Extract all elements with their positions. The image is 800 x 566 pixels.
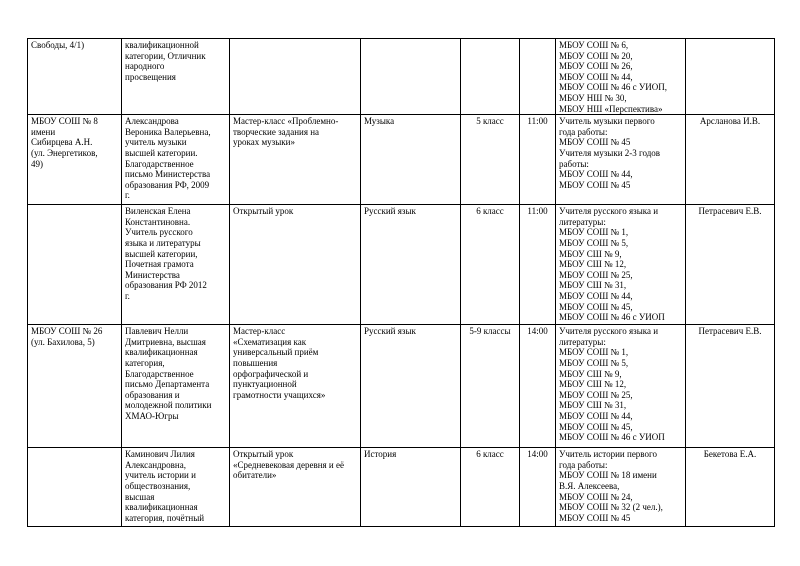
cell-line: В.Я. Алексеева, bbox=[559, 480, 620, 491]
cell-line: МБОУ СОШ № 24, bbox=[559, 491, 633, 502]
cell-line: Учитель русского bbox=[125, 227, 193, 238]
cell-line: МБОУ НШ № 30, bbox=[559, 92, 627, 103]
cell-line: повышения bbox=[233, 357, 278, 368]
cell-line: МБОУ СШ № 9, bbox=[559, 368, 622, 379]
cell-line: Дмитриевна, высшая bbox=[125, 336, 206, 347]
cell-line: Министерства bbox=[125, 269, 180, 280]
teacher-cell bbox=[122, 448, 230, 527]
cell-line: квалификационной bbox=[125, 40, 199, 50]
cell-line: образования РФ 2012 bbox=[125, 280, 207, 291]
teacher-cell bbox=[122, 39, 230, 115]
cell-line: Учитель музыки первого bbox=[559, 116, 655, 127]
cell-line: МБОУ СОШ № 20, bbox=[559, 50, 633, 61]
cell-line: Александрова bbox=[125, 116, 179, 127]
responsible-cell bbox=[686, 325, 775, 448]
cell-line: языка и литературы bbox=[125, 237, 201, 248]
audience-cell bbox=[556, 448, 686, 527]
audience-cell bbox=[556, 115, 686, 205]
cell-line: Почетная грамота bbox=[125, 259, 194, 270]
cell-text: 14:00 bbox=[527, 326, 548, 337]
cell-text: Петрасевич Е.В. bbox=[698, 206, 762, 217]
event-form-cell bbox=[230, 448, 361, 527]
cell-line: МБОУ СШ № 31, bbox=[559, 280, 627, 291]
cell-line: «Средневековая деревня и её bbox=[233, 459, 344, 470]
cell-line: образования и bbox=[125, 389, 180, 400]
cell-line: пунктуационной bbox=[233, 379, 297, 390]
subject-cell bbox=[361, 205, 461, 325]
schedule-body bbox=[28, 39, 775, 527]
cell-line: Учителя русского языка и bbox=[559, 326, 659, 337]
cell-line: МБОУ СОШ № 25, bbox=[559, 389, 633, 400]
cell-line: МБОУ СШ № 12, bbox=[559, 379, 627, 390]
responsible-cell bbox=[686, 205, 775, 325]
cell-line: Павлевич Нелли bbox=[125, 326, 189, 337]
cell-line: МБОУ НШ «Перспектива» bbox=[559, 103, 663, 114]
cell-line: высшей категории, bbox=[125, 248, 198, 259]
cell-line: МБОУ СОШ № 45 bbox=[559, 179, 631, 190]
cell-line: Открытый урок bbox=[233, 206, 294, 217]
cell-text: Арсланова И.В. bbox=[699, 116, 761, 127]
table-row bbox=[28, 448, 775, 527]
cell-line: категория, почётный bbox=[125, 512, 205, 523]
cell-line: учитель истории и bbox=[125, 470, 196, 481]
cell-line: творческие задания на bbox=[233, 126, 320, 137]
cell-line: Константиновна. bbox=[125, 216, 191, 227]
cell-line: имени bbox=[31, 126, 56, 137]
cell-text: Бекетова Е.А. bbox=[703, 449, 757, 460]
school-cell bbox=[28, 39, 122, 115]
cell-line: Виленская Елена bbox=[125, 206, 191, 217]
cell-line: МБОУ СШ № 12, bbox=[559, 259, 627, 270]
cell-text: Русский язык bbox=[364, 206, 416, 217]
cell-line: универсальный приём bbox=[233, 347, 319, 358]
audience-cell bbox=[556, 39, 686, 115]
cell-line: МБОУ СОШ № 18 имени bbox=[559, 470, 657, 481]
cell-line: литературы: bbox=[559, 336, 606, 347]
responsible-cell bbox=[686, 448, 775, 527]
cell-line: письмо Министерства bbox=[125, 169, 211, 180]
cell-line: (ул. Энергетиков, bbox=[31, 147, 98, 158]
cell-line: просвещения bbox=[125, 71, 176, 82]
table-row bbox=[28, 205, 775, 325]
cell-line: ХМАО-Югры bbox=[125, 410, 179, 421]
cell-line: квалификационная bbox=[125, 502, 198, 513]
cell-line: МБОУ СОШ № 32 (2 чел.), bbox=[559, 502, 663, 513]
cell-line: учитель музыки bbox=[125, 137, 187, 148]
grade-cell bbox=[461, 325, 520, 448]
schedule-table bbox=[27, 38, 775, 527]
cell-line: МБОУ СОШ № 45 bbox=[559, 512, 631, 523]
cell-line: Благодарственное bbox=[125, 158, 194, 169]
cell-line: МБОУ СОШ № 1, bbox=[559, 347, 629, 358]
subject-cell bbox=[361, 115, 461, 205]
cell-line: Свободы, 4/1) bbox=[31, 40, 85, 50]
cell-line: МБОУ СОШ № 44, bbox=[559, 410, 633, 421]
time-cell bbox=[520, 325, 556, 448]
cell-line: народного bbox=[125, 61, 165, 72]
table-row bbox=[28, 325, 775, 448]
table-row bbox=[28, 39, 775, 115]
event-form-cell bbox=[230, 115, 361, 205]
cell-line: МБОУ СОШ № 46 с УИОП bbox=[559, 312, 665, 323]
cell-line: Учитель истории первого bbox=[559, 449, 657, 460]
cell-line: Мастер-класс bbox=[233, 326, 286, 337]
cell-line: МБОУ СОШ № 45 bbox=[559, 137, 631, 148]
cell-line: орфографической и bbox=[233, 368, 309, 379]
time-cell bbox=[520, 39, 556, 115]
cell-text: 14:00 bbox=[527, 449, 548, 460]
cell-line: МБОУ СШ № 9, bbox=[559, 248, 622, 259]
grade-cell bbox=[461, 115, 520, 205]
cell-text: 11:00 bbox=[527, 116, 548, 127]
cell-line: грамотности учащихся» bbox=[233, 389, 326, 400]
cell-line: Благодарственное bbox=[125, 368, 194, 379]
responsible-cell bbox=[686, 39, 775, 115]
cell-text: Русский язык bbox=[364, 326, 416, 337]
cell-line: категории, Отличник bbox=[125, 50, 206, 61]
cell-line: уроках музыки» bbox=[233, 137, 295, 148]
cell-line: МБОУ СШ № 31, bbox=[559, 400, 627, 411]
subject-cell bbox=[361, 448, 461, 527]
cell-line: МБОУ СОШ № 44, bbox=[559, 71, 633, 82]
school-cell bbox=[28, 115, 122, 205]
cell-line: (ул. Бахилова, 5) bbox=[31, 336, 95, 347]
cell-line: МБОУ СОШ № 1, bbox=[559, 227, 629, 238]
cell-text: 5 класс bbox=[476, 116, 504, 127]
cell-line: МБОУ СОШ № 26, bbox=[559, 61, 633, 72]
cell-line: МБОУ СОШ № 5, bbox=[559, 357, 629, 368]
time-cell bbox=[520, 115, 556, 205]
cell-line: Учителя музыки 2-3 годов bbox=[559, 147, 661, 158]
cell-line: Открытый урок bbox=[233, 449, 294, 460]
cell-line: молодежной политики bbox=[125, 400, 212, 411]
cell-line: обитатели» bbox=[233, 470, 277, 481]
audience-cell bbox=[556, 205, 686, 325]
cell-line: письмо Департамента bbox=[125, 379, 210, 390]
cell-line: МБОУ СОШ № 45, bbox=[559, 301, 633, 312]
cell-line: категория, bbox=[125, 357, 165, 368]
school-cell bbox=[28, 205, 122, 325]
cell-line: МБОУ СОШ № 26 bbox=[31, 326, 103, 337]
cell-line: Каминович Лилия bbox=[125, 449, 195, 460]
event-form-cell bbox=[230, 39, 361, 115]
cell-line: г. bbox=[125, 290, 130, 301]
table-row bbox=[28, 115, 775, 205]
cell-line: Учителя русского языка и bbox=[559, 206, 659, 217]
cell-text: 6 класс bbox=[476, 206, 504, 217]
cell-line: года работы: bbox=[559, 126, 608, 137]
cell-text: История bbox=[364, 449, 397, 460]
cell-line: МБОУ СОШ № 44, bbox=[559, 169, 633, 180]
cell-line: Александровна, bbox=[125, 459, 186, 470]
cell-line: МБОУ СОШ № 45, bbox=[559, 421, 633, 432]
cell-line: обществознания, bbox=[125, 480, 191, 491]
audience-cell bbox=[556, 325, 686, 448]
grade-cell bbox=[461, 205, 520, 325]
cell-line: МБОУ СОШ № 6, bbox=[559, 40, 629, 50]
subject-cell bbox=[361, 325, 461, 448]
cell-line: МБОУ СОШ № 46 с УИОП bbox=[559, 432, 665, 443]
time-cell bbox=[520, 205, 556, 325]
cell-line: Мастер-класс «Проблемно- bbox=[233, 116, 339, 127]
cell-text: Музыка bbox=[364, 116, 395, 127]
cell-line: 49) bbox=[31, 158, 43, 169]
cell-text: 5-9 классы bbox=[469, 326, 511, 337]
teacher-cell bbox=[122, 325, 230, 448]
cell-line: МБОУ СОШ № 5, bbox=[559, 237, 629, 248]
cell-line: МБОУ СОШ № 8 bbox=[31, 116, 98, 127]
cell-line: квалификационная bbox=[125, 347, 198, 358]
cell-line: работы: bbox=[559, 158, 589, 169]
cell-line: МБОУ СОШ № 44, bbox=[559, 290, 633, 301]
cell-line: г. bbox=[125, 190, 130, 201]
cell-text: Петрасевич Е.В. bbox=[698, 326, 762, 337]
teacher-cell bbox=[122, 115, 230, 205]
cell-line: Вероника Валерьевна, bbox=[125, 126, 211, 137]
cell-line: образования РФ, 2009 bbox=[125, 179, 210, 190]
cell-line: высшей категории. bbox=[125, 147, 198, 158]
cell-line: Сибирцева А.Н. bbox=[31, 137, 93, 148]
event-form-cell bbox=[230, 205, 361, 325]
cell-line: высшая bbox=[125, 491, 155, 502]
cell-line: «Схематизация как bbox=[233, 336, 307, 347]
grade-cell bbox=[461, 39, 520, 115]
subject-cell bbox=[361, 39, 461, 115]
cell-text: 11:00 bbox=[527, 206, 548, 217]
school-cell bbox=[28, 325, 122, 448]
cell-text: 6 класс bbox=[476, 449, 504, 460]
school-cell bbox=[28, 448, 122, 527]
cell-line: МБОУ СОШ № 46 с УИОП, bbox=[559, 82, 668, 93]
teacher-cell bbox=[122, 205, 230, 325]
cell-line: литературы: bbox=[559, 216, 606, 227]
time-cell bbox=[520, 448, 556, 527]
cell-line: МБОУ СОШ № 25, bbox=[559, 269, 633, 280]
event-form-cell bbox=[230, 325, 361, 448]
cell-line: года работы: bbox=[559, 459, 608, 470]
responsible-cell bbox=[686, 115, 775, 205]
grade-cell bbox=[461, 448, 520, 527]
